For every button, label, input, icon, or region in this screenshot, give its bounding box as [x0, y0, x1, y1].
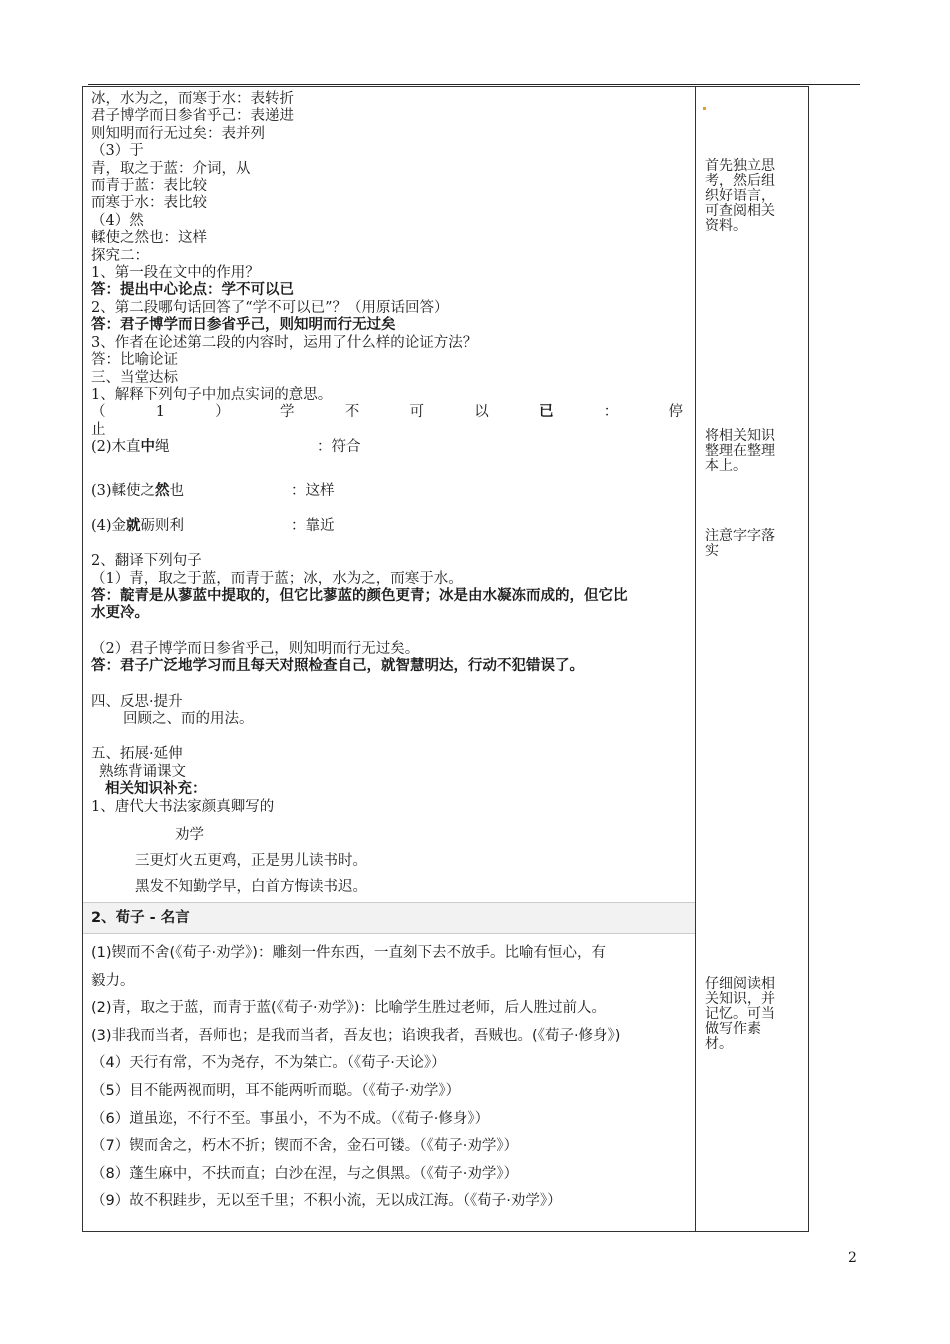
- spacer: [91, 623, 689, 641]
- section-heading: 三、当堂达标: [91, 369, 178, 386]
- exercise-token: 以: [474, 404, 489, 421]
- text-line: （3）于: [91, 143, 144, 160]
- exercise-heading: 2、翻译下列句子: [91, 553, 202, 570]
- quote-line: （5）目不能两视而明，耳不能两听而聪。（《荀子·劝学》）: [91, 1082, 461, 1099]
- exercise-token: 停: [668, 404, 683, 421]
- text-line: 则知明而行无过矣：表并列: [91, 125, 265, 142]
- section-heading: 四、反思·提升: [91, 693, 183, 710]
- spacer: [91, 728, 689, 746]
- quote-line: (3)非我而当者，吾师也；是我而当者，吾友也；谄谀我者，吾贼也。(《荀子·修身》): [91, 1027, 621, 1044]
- quotes-list: [91, 940, 689, 1216]
- main-column: [91, 91, 689, 900]
- spacer: [91, 676, 689, 694]
- supplement-item: 1、唐代大书法家颜真卿写的: [91, 798, 275, 815]
- exercise-text: 也: [169, 483, 185, 500]
- quote-line: （7）锲而舍之，朽木不折；锲而不舍，金石可镂。（《荀子·劝学》）: [91, 1138, 519, 1155]
- marker-dot: [703, 107, 706, 110]
- exercise-text: 砺则利: [140, 518, 185, 535]
- text-line: 1、第一段在文中的作用？: [91, 265, 260, 282]
- side-note: 仔细阅读相关知识，并记忆。可当做写作素材。: [705, 976, 775, 1052]
- quote-line: (1)锲而不舍(《荀子·劝学》)：雕刻一件东西，一直刻下去不放手。比喻有恒心，有: [91, 945, 606, 961]
- spacer: [91, 500, 689, 518]
- quote-line: （6）道虽迩，不行不至。事虽小，不为不成。（《荀子·修身》）: [91, 1110, 490, 1127]
- supplement-heading: 相关知识补充：: [105, 781, 207, 798]
- key-word: 就: [126, 518, 141, 535]
- text-line: （4）然: [91, 212, 144, 229]
- translate-answer: 答：君子广泛地学习而且每天对照检查自己，就智慧明达，行动不犯错误了。: [91, 658, 584, 675]
- exercise-answer: ：符合: [317, 439, 361, 456]
- exercise-text: (2)木直: [91, 439, 141, 456]
- quote-line: （8）蓬生麻中，不扶而直；白沙在涅，与之俱黑。（《荀子·劝学》）: [91, 1165, 519, 1182]
- exercise-heading: 1、解释下列句子中加点实词的意思。: [91, 386, 333, 403]
- poem-title: 劝学: [175, 827, 204, 843]
- text-line: 而寒于水：表比较: [91, 195, 207, 212]
- exercise-item-2: [91, 439, 689, 465]
- exercise-text: 绳: [155, 439, 170, 456]
- exercise-text: (3)輮使之: [91, 483, 156, 500]
- text-line: 探究二：: [91, 247, 149, 264]
- quote-line: （9）故不积跬步，无以至千里；不积小流，无以成江海。（《荀子·劝学》）: [91, 1193, 562, 1210]
- spacer: [91, 535, 689, 553]
- exercise-token: ：: [603, 404, 619, 421]
- lesson-table: [82, 86, 809, 1232]
- text-line: 輮使之然也：这样: [91, 230, 207, 247]
- text-line: 青，取之于蓝：介词，从: [91, 160, 251, 177]
- poem-line: 黑发不知勤学早，白首方悔读书迟。: [135, 879, 367, 895]
- key-word: 已: [538, 404, 554, 421]
- translate-answer: 答：靛青是从蓼蓝中提取的，但它比蓼蓝的颜色更青；冰是由水凝冻而成的，但它比: [91, 587, 628, 604]
- key-word: 中: [140, 439, 156, 456]
- answer-line: 答：比喻论证: [91, 352, 178, 369]
- header-rule: [88, 84, 860, 85]
- translate-answer: 水更冷。: [91, 605, 149, 622]
- exercise-item-3: [91, 483, 689, 500]
- exercise-item-1-cont: 止: [91, 421, 106, 438]
- exercise-token: ）: [215, 404, 230, 421]
- quote-line: (2)青，取之于蓝，而青于蓝(《荀子·劝学》)：比喻学生胜过老师，后人胜过前人。: [91, 1000, 606, 1017]
- section-heading: 五、拓展·延伸: [91, 746, 183, 763]
- side-note: 注意字字落实: [705, 528, 775, 559]
- exercise-text: (4)金: [91, 518, 127, 535]
- spacer: [91, 465, 689, 483]
- answer-line: 答：君子博学而日参省乎己，则知明而行无过矣: [91, 317, 396, 334]
- poem-line: 三更灯火五更鸡，正是男儿读书时。: [135, 853, 367, 869]
- exercise-token: 不: [344, 404, 360, 421]
- section-body: 回顾之、而的用法。: [123, 710, 254, 727]
- side-note: 首先独立思考，然后组织好语言，可查阅相关资料。: [705, 158, 775, 234]
- exercise-answer: ：这样: [291, 483, 335, 500]
- question-line: 2、第二段哪句话回答了“学不可以已”？（用原话回答）: [91, 299, 449, 316]
- column-divider: [695, 87, 696, 1231]
- section-2-title: 2、荀子 - 名言: [83, 902, 695, 934]
- exercise-item-1: [91, 404, 683, 421]
- quote-line: 毅力。: [91, 972, 135, 989]
- text-line: 而青于蓝：表比较: [91, 178, 207, 195]
- exercise-token: （: [91, 404, 106, 421]
- translate-question: （2）君子博学而日参省乎己，则知明而行无过矣。: [91, 640, 420, 657]
- text-line: 冰，水为之，而寒于水：表转折: [91, 91, 294, 107]
- exercise-token: 可: [409, 404, 424, 421]
- exercise-token: 学: [279, 404, 295, 421]
- exercise-answer: ：靠近: [291, 518, 335, 535]
- exercise-item-4: [91, 518, 689, 535]
- quote-line: （4）天行有常，不为尧存，不为桀亡。（《荀子·天论》）: [91, 1055, 446, 1072]
- exercise-token: 1: [155, 404, 165, 421]
- side-note: 将相关知识整理在整理本上。: [705, 428, 775, 474]
- answer-line: 答：提出中心论点：学不可以已: [91, 282, 294, 299]
- page-number: 2: [848, 1250, 857, 1266]
- key-word: 然: [155, 483, 170, 500]
- text-line: 君子博学而日参省乎己：表递进: [91, 108, 294, 125]
- section-body: 熟练背诵课文: [99, 763, 186, 780]
- translate-question: （1）青，取之于蓝，而青于蓝；冰，水为之，而寒于水。: [91, 570, 463, 587]
- question-line: 3、作者在论述第二段的内容时，运用了什么样的论证方法？: [91, 334, 478, 351]
